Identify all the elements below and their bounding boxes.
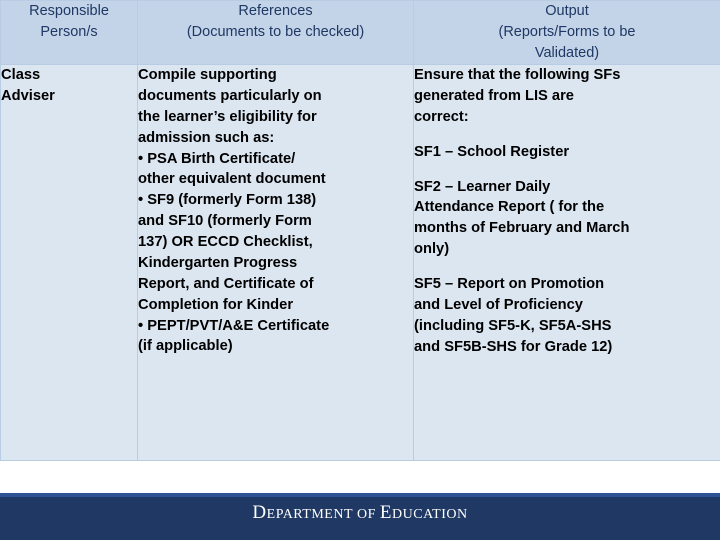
header-line: References — [238, 3, 313, 19]
text-line: the learner’s eligibility for — [138, 108, 317, 125]
text-line: Report, and Certificate of — [138, 275, 314, 292]
cell-references — [138, 65, 414, 461]
text-line: Compile supporting — [138, 67, 277, 84]
text-line: other equivalent document — [138, 171, 326, 188]
text-line: SF5 – Report on Promotion — [414, 276, 605, 293]
text-line: 137) OR ECCD Checklist, — [138, 234, 313, 251]
brand-letter: E — [379, 502, 393, 523]
table-row — [1, 65, 720, 461]
header-line: (Documents to be checked) — [186, 24, 365, 41]
text-line: Kindergarten Progress — [138, 254, 298, 271]
table-body — [1, 65, 720, 461]
text-line: SF2 – Learner Daily — [414, 178, 551, 195]
text-line: Adviser — [1, 87, 55, 104]
text-line: (including SF5-K, SF5A-SHS — [414, 317, 612, 334]
header-line: (Reports/Forms to be — [498, 24, 636, 41]
header-references — [138, 1, 414, 65]
brand-word: DUCATION — [392, 507, 468, 522]
header-line: Validated) — [534, 45, 600, 62]
brand-word: EPARTMENT — [266, 507, 354, 522]
bullet-line: • PSA Birth Certificate/ — [138, 150, 296, 167]
brand-letter: D — [252, 502, 267, 523]
text-line: only) — [414, 241, 450, 258]
text-line: (if applicable) — [138, 338, 233, 355]
text-line: Ensure that the following SFs — [414, 67, 621, 84]
text-line: and SF5B-SHS for Grade 12) — [414, 338, 613, 355]
deped-logo — [0, 502, 720, 524]
table-header — [1, 1, 720, 65]
text-line: Class — [1, 67, 41, 84]
footer-band — [0, 493, 720, 540]
cell-output — [414, 65, 720, 461]
header-line: Output — [545, 3, 589, 19]
text-line: months of February and March — [414, 220, 630, 237]
footer-accent-stripe — [0, 493, 720, 497]
header-responsible-person — [1, 1, 138, 65]
text-line: generated from LIS are — [414, 87, 574, 104]
brand-of: OF — [357, 507, 376, 522]
header-line: Person/s — [40, 24, 98, 41]
text-line: documents particularly on — [138, 87, 322, 104]
text-line: admission such as: — [138, 129, 275, 146]
text-line: SF1 – School Register — [414, 143, 570, 160]
bullet-line: • SF9 (formerly Form 138) — [138, 192, 317, 209]
header-output — [414, 1, 720, 65]
text-line: correct: — [414, 108, 469, 125]
header-line: Responsible — [29, 3, 109, 19]
text-line: Completion for Kinder — [138, 296, 294, 313]
bullet-line: • PEPT/PVT/A&E Certificate — [138, 317, 330, 334]
text-line: Attendance Report ( for the — [414, 199, 605, 216]
text-line: and SF10 (formerly Form — [138, 213, 312, 230]
cell-responsible-person — [1, 65, 138, 461]
table-header-row — [1, 1, 720, 65]
text-line: and Level of Proficiency — [414, 296, 583, 313]
